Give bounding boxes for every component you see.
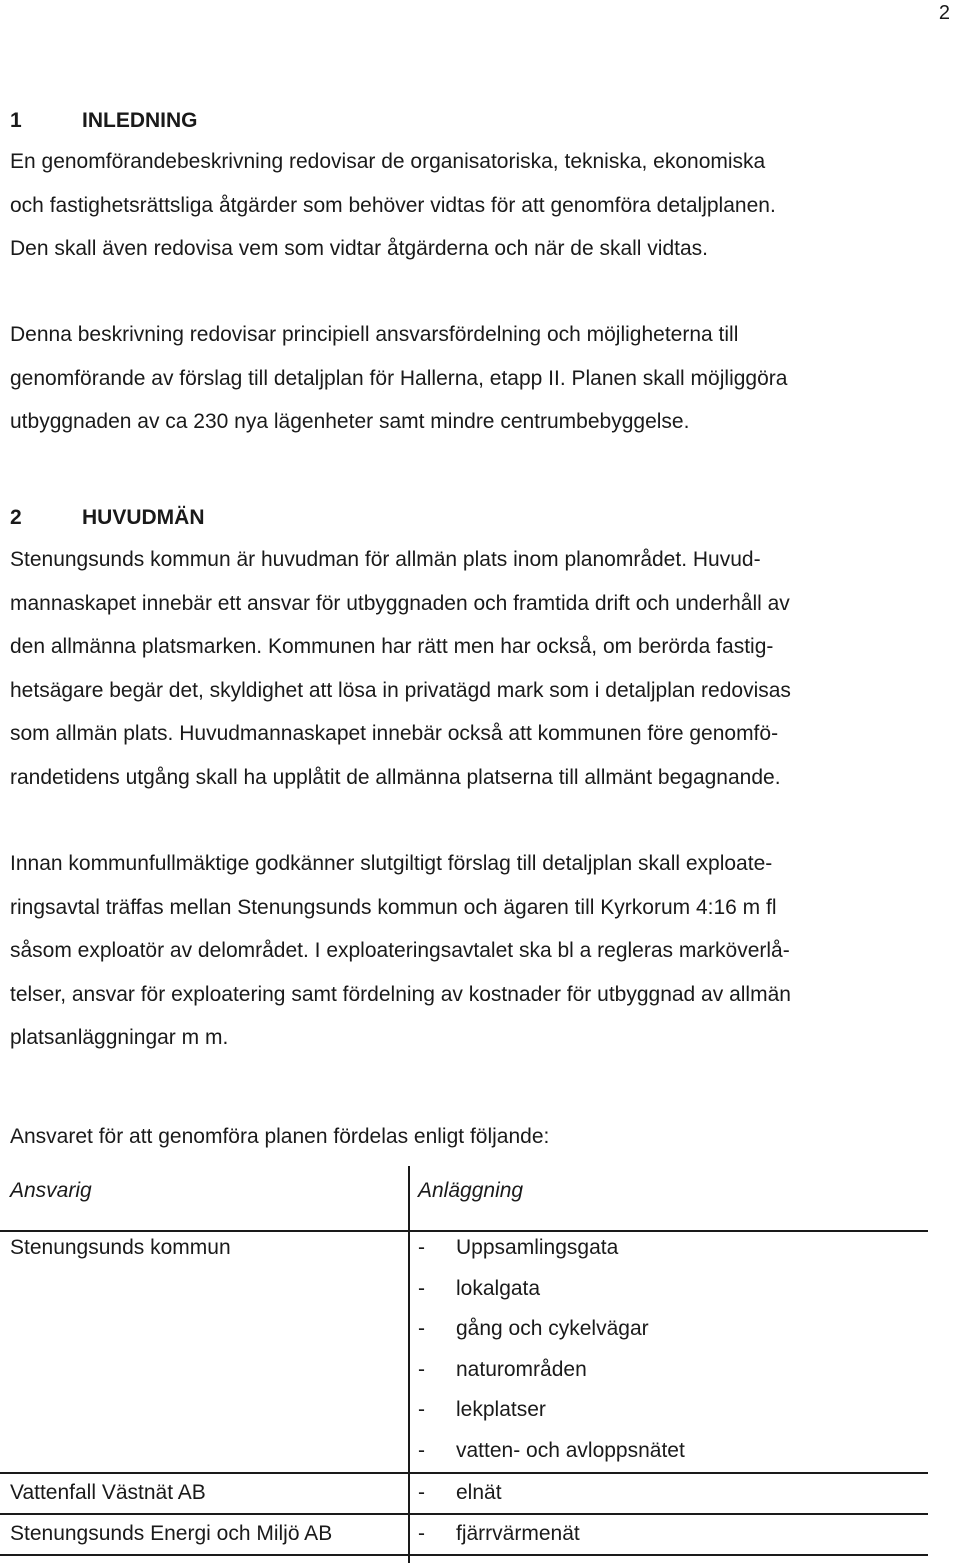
facility-item: naturområden — [456, 1357, 587, 1381]
paragraph-line: såsom exploatör av delområdet. I exploateringsavtalet ska bl a regleras marköverlå- — [10, 939, 790, 962]
paragraph-line: telser, ansvar för exploatering samt fördelning av kostnader för utbyggnad av allmän — [10, 982, 791, 1006]
section-2-paragraph-2 — [10, 842, 791, 1060]
paragraph-line: utbyggnaden av ca 230 nya lägenheter samt mindre centrumbebyggelse. — [10, 410, 690, 433]
section-2-number: 2 — [10, 506, 22, 529]
paragraph-line: genomförande av förslag till detaljplan för Hallerna, etapp II. Planen skall möjliggöra — [10, 366, 788, 390]
paragraph-line: mannaskapet innebär ett ansvar för utbyggnaden och framtida drift och underhåll av — [10, 591, 790, 615]
list-dash: - — [418, 1357, 425, 1381]
list-dash: - — [418, 1439, 425, 1462]
paragraph-line: ringsavtal träffas mellan Stenungsunds kommun och ägaren till Kyrkorum 4:16 m fl — [10, 895, 777, 919]
list-dash: - — [418, 1480, 425, 1504]
paragraph-line: och fastighetsrättsliga åtgärder som behöver vidtas för att genomföra detaljplanen. — [10, 193, 776, 217]
list-dash: - — [418, 1236, 425, 1259]
column-header-responsible: Ansvarig — [10, 1179, 92, 1202]
list-dash: - — [418, 1317, 425, 1341]
table-cell-facility — [418, 1473, 502, 1514]
table-cell-facility — [418, 1350, 587, 1391]
paragraph-line: Den skall även redovisa vem som vidtar åtgärderna och när de skall vidtas. — [10, 237, 709, 260]
paragraph-line: En genomförandebeskrivning redovisar de organisatoriska, tekniska, ekonomiska — [10, 150, 766, 173]
table-cell-responsible: Vattenfall Västnät AB — [10, 1480, 206, 1504]
facility-item: lokalgata — [456, 1276, 541, 1300]
section-1-title: INLEDNING — [82, 109, 198, 132]
table-cell-responsible: Stenungsunds kommun — [10, 1236, 231, 1259]
paragraph-line: hetsägare begär det, skyldighet att lösa in privatägd mark som i detaljplan redovisas — [10, 678, 791, 702]
table-bottom-border — [0, 1554, 928, 1556]
facility-item: lekplatser — [456, 1398, 546, 1422]
list-dash: - — [418, 1398, 425, 1422]
table-cell-facility — [418, 1269, 540, 1310]
section-1-paragraph-1 — [10, 140, 776, 271]
table-cell-facility — [418, 1390, 546, 1431]
table-column-divider — [408, 1166, 410, 1563]
section-1-heading — [10, 106, 198, 136]
paragraph-line: som allmän plats. Huvudmannaskapet innebär också att kommunen före genomfö- — [10, 722, 779, 745]
facility-item: elnät — [456, 1480, 502, 1504]
list-dash: - — [418, 1521, 425, 1545]
paragraph-line: randetidens utgång skall ha upplåtit de allmänna platserna till allmänt begagnande. — [10, 765, 781, 789]
facility-item: vatten- och avloppsnätet — [456, 1439, 685, 1462]
table-cell-facility — [418, 1228, 618, 1269]
section-1-paragraph-2 — [10, 313, 787, 444]
table-cell-facility — [418, 1431, 685, 1472]
paragraph-line: platsanläggningar m m. — [10, 1026, 229, 1049]
section-2-heading — [10, 503, 205, 533]
table-cell-responsible: Stenungsunds Energi och Miljö AB — [10, 1521, 333, 1545]
table-cell-facility — [418, 1309, 649, 1350]
section-2-title: HUVUDMÄN — [82, 506, 205, 529]
paragraph-line: Stenungsunds kommun är huvudman för allmän plats inom planområdet. Huvud- — [10, 548, 761, 571]
list-dash: - — [418, 1276, 425, 1300]
paragraph-line: den allmänna platsmarken. Kommunen har rätt men har också, om berörda fastig- — [10, 635, 774, 658]
column-header-facility: Anläggning — [418, 1179, 524, 1202]
table-intro: Ansvaret för att genomföra planen fördelas enligt följande: — [10, 1125, 550, 1148]
section-2-paragraph-1 — [10, 538, 791, 799]
responsibility-table — [0, 1166, 940, 1563]
page-number: 2 — [938, 2, 950, 24]
facility-item: fjärrvärmenät — [456, 1521, 580, 1545]
paragraph-line: Denna beskrivning redovisar principiell ansvarsfördelning och möjligheterna till — [10, 323, 739, 346]
paragraph-line: Innan kommunfullmäktige godkänner slutgiltigt förslag till detaljplan skall exploate- — [10, 852, 773, 875]
section-1-number: 1 — [10, 109, 22, 132]
table-cell-facility — [418, 1514, 580, 1555]
facility-item: Uppsamlingsgata — [456, 1236, 619, 1259]
facility-item: gång och cykelvägar — [456, 1317, 649, 1341]
